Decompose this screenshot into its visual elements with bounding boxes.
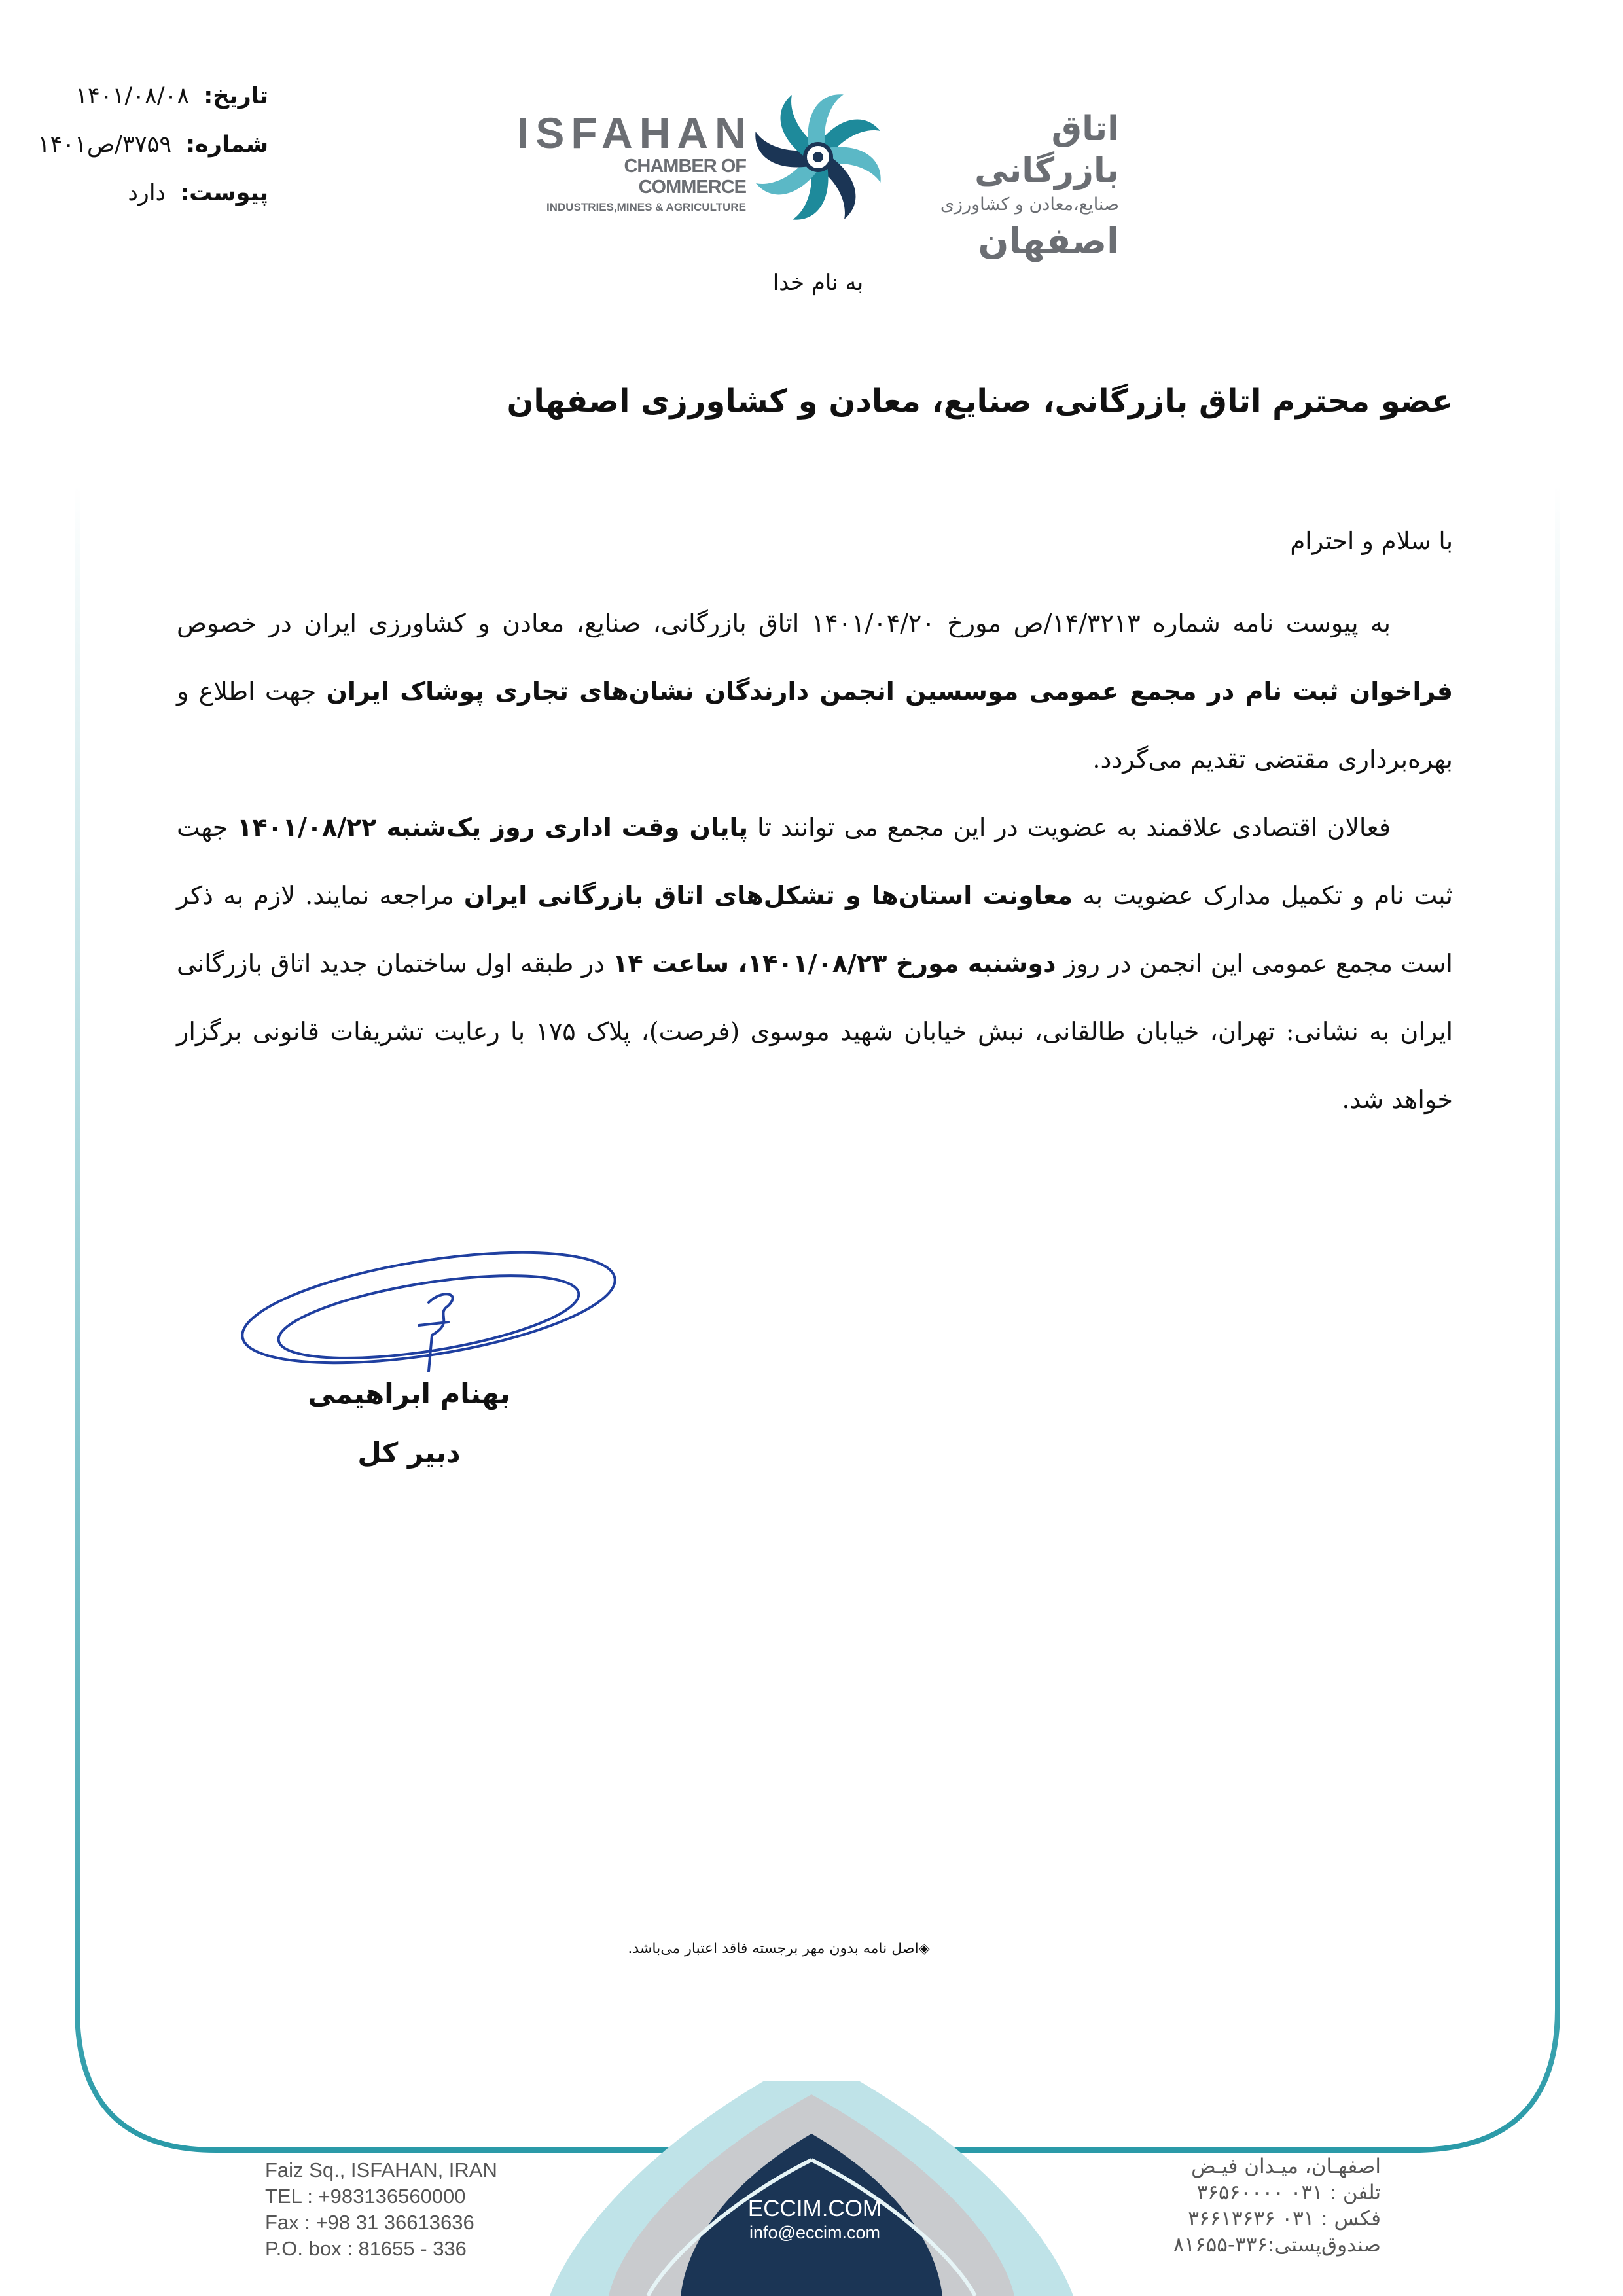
logo-en-sub2: INDUSTRIES,MINES & AGRICULTURE [546,201,746,213]
footer-en-fax: Fax : +98 31 36613636 [265,2211,474,2234]
p1-text-a: به پیوست نامه شماره ۱۴/۳۲۱۳/ص مورخ ۱۴۰۱/۰۴/۲۰ اتاق بازرگانی، صنایع، معادن و کشاورزی ایران در خصوص [177,609,1391,637]
logo-en-sub1: CHAMBER OF COMMERCE [624,156,746,198]
salutation: با سلام و احترام [1290,527,1453,555]
bismillah: به نام خدا [772,270,864,296]
letter-meta [26,72,268,217]
logo-fa-line2: صنایع،معادن و کشاورزی [940,194,1119,215]
number-value: ۳۷۵۹/ص۱۴۰۱ [37,132,172,158]
p2-bold-deadline: پایان وقت اداری روز یک‌شنبه ۱۴۰۱/۰۸/۲۲ [237,813,749,842]
validity-notice-text: اصل نامه بدون مهر برجسته فاقد اعتبار می‌باشد. [628,1941,919,1957]
p2-text-g: در طبقه اول ساختمان جدید اتاق بازرگانی ایران به نشانی: تهران، خیابان طالقانی، نبش خیابان شهید موسوی (فرصت)، پلاک ۱۷۵ با رعایت تشریفات قانونی برگزار خواهد شد. [177,949,1454,1114]
footer-contact-persian [1106,2153,1381,2258]
footer-email-link[interactable]: info@eccim.com [749,2223,880,2242]
footer-fa-tel: تلفن : ۰۳۱ ۳۶۵۶۰۰۰۰ [1196,2181,1381,2204]
footer-fa-pobox: صندوق‌پستی:۳۳۶-۸۱۶۵۵ [1173,2233,1381,2257]
p2-text-a: فعالان اقتصادی علاقمند به عضویت در این مجمع می توانند تا [748,813,1391,842]
logo-english [517,109,753,217]
attachment-label: پیوست: [180,180,268,206]
diamond-bullet-icon: ◈ [918,1941,930,1957]
p2-bold-meeting-date: دوشنبه مورخ ۱۴۰۱/۰۸/۲۳، ساعت ۱۴ [613,949,1056,978]
p1-text-c: جهت اطلاع و بهره‌برداری مقتضی تقدیم می‌گردد. [177,677,1453,774]
footer-en-pobox: P.O. box : 81655 - 336 [265,2237,467,2260]
date-label: تاریخ: [204,83,268,109]
attachment-value: دارد [128,180,166,206]
footer-contact-english [265,2157,566,2262]
footer-en-tel: TEL : +983136560000 [265,2185,466,2208]
number-label: شماره: [186,132,268,158]
logo-en-title: ISFAHAN [517,109,753,157]
p2-text-e: مراجعه نمایند. لازم به ذکر است مجمع عمومی این انجمن در روز [177,881,1453,978]
signer-name: بهنام ابراهیمی [308,1378,510,1410]
paragraph-1 [177,589,1453,793]
chamber-emblem-icon [746,85,890,229]
date-value: ۱۴۰۱/۰۸/۰۸ [75,83,190,109]
footer-fa-fax: فکس : ۰۳۱ ۳۶۶۱۳۶۳۶ [1188,2207,1381,2231]
p2-bold-office: معاونت استان‌ها و تشکل‌های اتاق بازرگانی ایران [463,881,1073,910]
handwritten-signature [232,1230,625,1388]
recipient-heading: عضو محترم اتاق بازرگانی، صنایع، معادن و کشاورزی اصفهان [507,383,1453,420]
footer-fa-address: اصفهـان، میـدان فیـض [1191,2155,1381,2178]
footer-web [720,2196,910,2243]
validity-notice [589,1941,969,1957]
logo-fa-line3: اصفهان [978,220,1119,262]
number-row [26,120,268,169]
paragraph-2 [177,793,1453,1134]
date-row [26,72,268,120]
logo-fa-line1: اتاق بازرگانی [974,109,1119,190]
letter-body [177,589,1453,1134]
logo-persian [897,108,1119,264]
p2-text-c: جهت ثبت نام و تکمیل مدارک عضویت به [177,813,1453,910]
attachment-row [26,169,268,217]
footer-en-address: Faiz Sq., ISFAHAN, IRAN [265,2159,497,2181]
p1-bold-subject: فراخوان ثبت نام در مجمع عمومی موسسین انجمن دارندگان نشان‌های تجاری پوشاک ایران [326,677,1453,706]
footer-website-link[interactable]: ECCIM.COM [747,2196,882,2221]
footer-petal-ornament [550,2055,1073,2296]
signer-title: دبیر کل [357,1437,461,1469]
